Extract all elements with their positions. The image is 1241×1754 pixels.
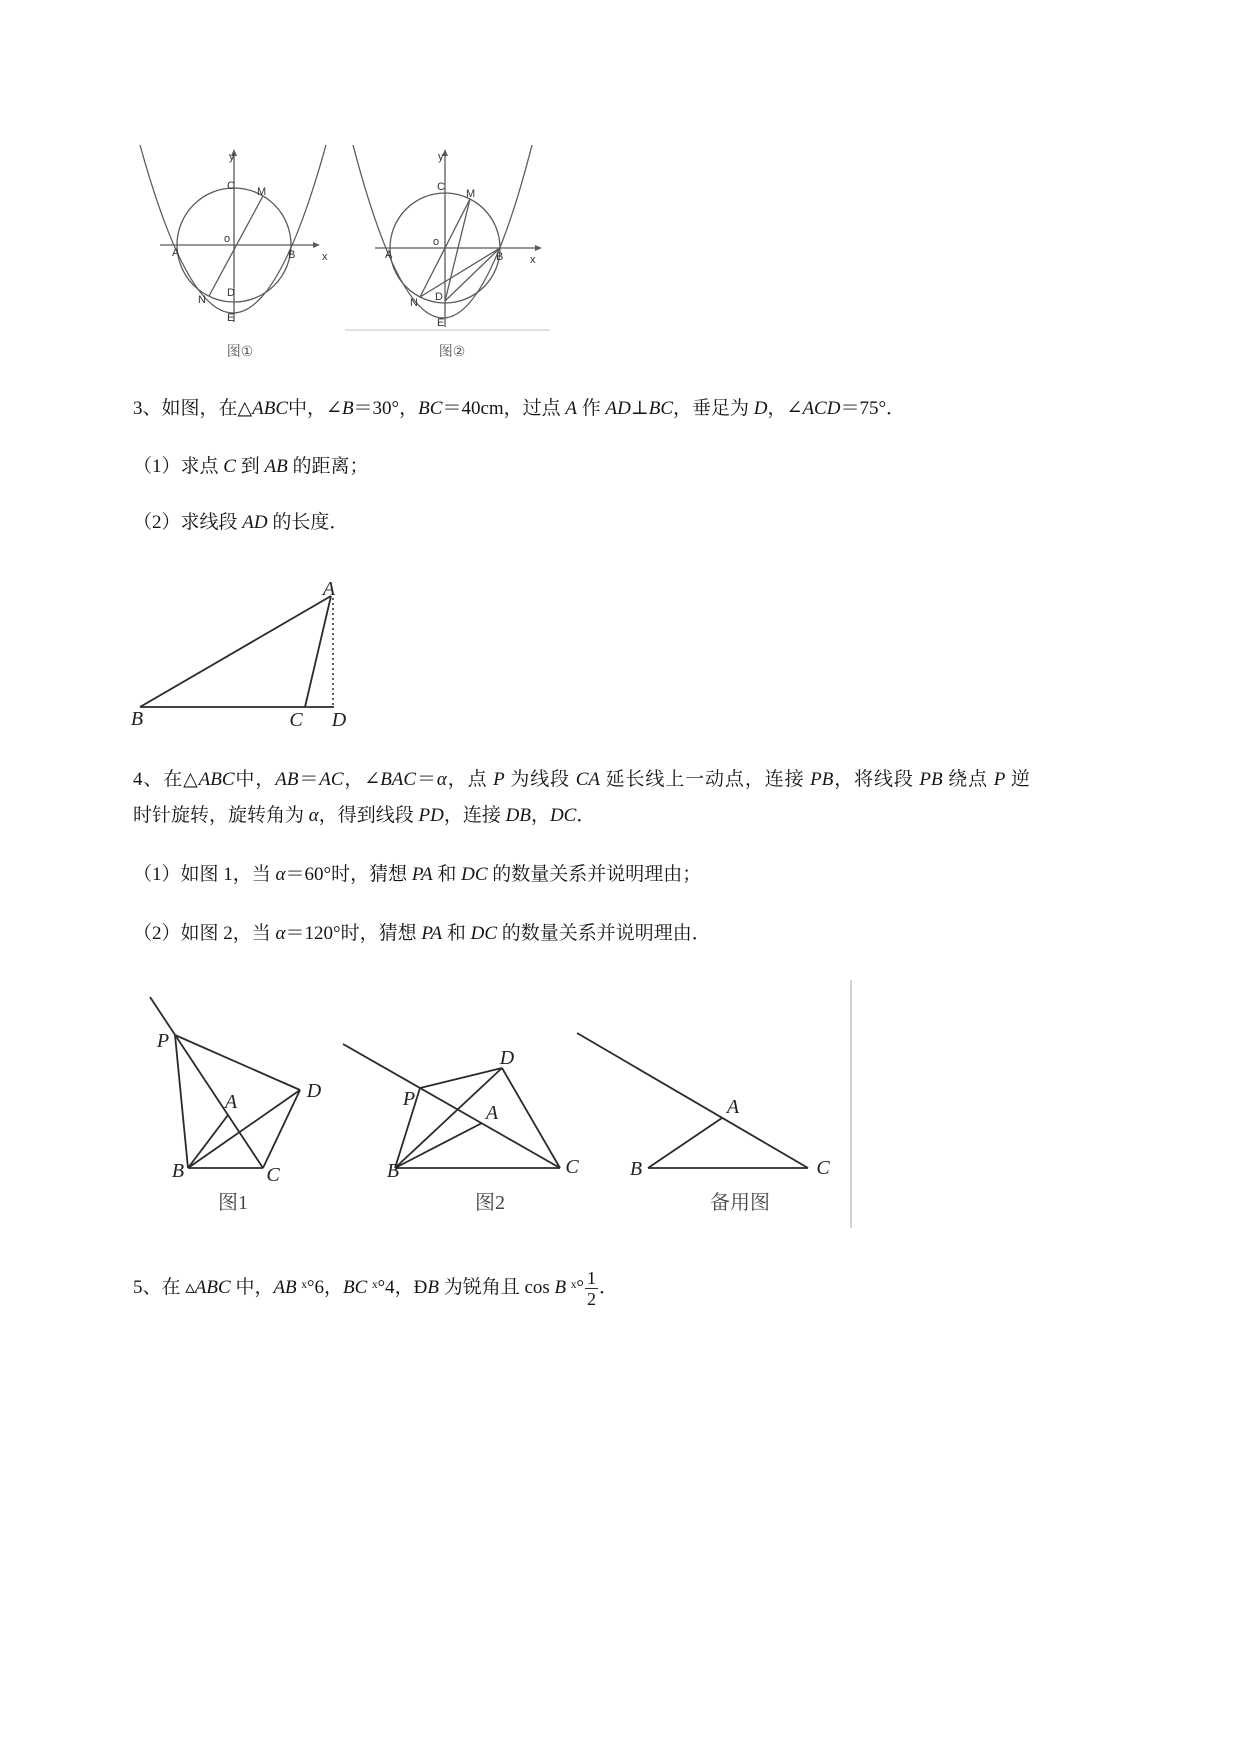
math-variable: PB (919, 769, 943, 790)
math-variable: DC (470, 923, 498, 944)
label-a: A (485, 1102, 499, 1124)
label-n: N (198, 294, 206, 306)
label-p: P (402, 1088, 416, 1110)
label-m: M (257, 186, 267, 198)
question-5-end: ． (599, 1276, 619, 1298)
label-b: B (496, 251, 504, 263)
question-3-part-1: （1）求点 C 到 AB 的距离； (133, 456, 369, 477)
math-variable: DC (549, 805, 577, 826)
label-d: D (227, 287, 235, 299)
segment-mn (209, 196, 263, 296)
question-4-part-2: （2）如图 2，当 α＝120°时，猜想 PA 和 DC 的数量关系并说明理由． (133, 923, 711, 944)
q3-triangle-figure (131, 578, 347, 731)
label-a: A (322, 578, 336, 600)
question-4-stem-line-2: 时针旋转，旋转角为 α，得到线段 PD，连接 DB，DC． (133, 805, 596, 826)
label-b: B (629, 1158, 643, 1180)
line-pac (343, 1044, 560, 1168)
label-y: y (229, 151, 235, 163)
segment-md (445, 199, 470, 301)
label-c: C (565, 1156, 579, 1178)
label-d: D (331, 709, 347, 731)
math-variable: PA (411, 864, 433, 885)
math-variable: α (308, 805, 319, 826)
math-variable: ABC (194, 1276, 231, 1298)
math-variable: BAC (380, 769, 417, 790)
label-c: C (289, 709, 303, 731)
math-variable: BC (648, 398, 674, 419)
question-3-stem: 3、如图，在△ABC中，∠B＝30°，BC＝40cm，过点 A 作 AD⊥BC，垂足为 D，∠ACD＝75°． (133, 398, 906, 419)
segment-pb (175, 1035, 188, 1168)
figure-caption: 图① (226, 343, 254, 359)
math-variable: BC (343, 1276, 368, 1298)
figure-caption: 图② (438, 343, 466, 359)
label-a: A (726, 1096, 740, 1118)
label-o: o (433, 236, 440, 248)
label-c: C (266, 1164, 280, 1186)
figure-caption: 图1 (218, 1192, 248, 1214)
math-variable: PB (810, 769, 834, 790)
label-x: x (530, 254, 536, 266)
math-variable: DB (505, 805, 531, 826)
label-b: B (386, 1160, 400, 1182)
math-variable: P (493, 769, 505, 790)
math-variable: CA (575, 769, 600, 790)
label-p: P (156, 1030, 170, 1052)
math-variable: α (275, 864, 286, 885)
math-variable: PA (421, 923, 443, 944)
figure-caption: 备用图 (710, 1192, 770, 1214)
math-variable: AB (275, 769, 299, 790)
label-n: N (410, 297, 418, 309)
x-axis-arrow-icon (313, 242, 320, 248)
math-variable: ABC (252, 398, 289, 419)
label-m: M (466, 188, 476, 200)
x-axis-arrow-icon (535, 245, 542, 251)
math-variable: B (427, 1276, 439, 1298)
math-variable: B (554, 1276, 567, 1298)
segment-ba (648, 1118, 722, 1168)
label-c: C (227, 180, 235, 192)
label-y: y (438, 151, 444, 163)
fraction-denominator: 2 (587, 1289, 596, 1309)
math-variable: AC (319, 769, 344, 790)
figure-caption: 图2 (475, 1192, 505, 1214)
segment-cd (263, 1090, 300, 1168)
math-variable: BC (418, 398, 443, 419)
top-figure-2 (345, 145, 550, 359)
label-a: A (385, 249, 393, 261)
math-variable: α (436, 769, 447, 790)
question-3-part-2: （2）求线段 AD 的长度． (133, 512, 349, 533)
question-5 (133, 1268, 618, 1309)
segment-bd (188, 1090, 300, 1168)
label-b: B (171, 1160, 185, 1182)
question-5-text: 5、在 ▵ABC 中，AB ˣ°6，BC ˣ°4，ÐB 为锐角且 cos B ˣ° (133, 1276, 584, 1298)
math-variable: α (275, 923, 286, 944)
math-variable: AD (242, 512, 268, 533)
math-variable: B (341, 398, 354, 419)
fraction (585, 1268, 598, 1309)
fraction-numerator: 1 (587, 1268, 596, 1288)
line-ac (577, 1033, 808, 1168)
label-e: E (437, 317, 445, 329)
math-variable: P (993, 769, 1006, 790)
segment-dc (502, 1068, 560, 1168)
label-d: D (435, 291, 443, 303)
math-variable: DC (461, 864, 488, 885)
top-figure-1 (140, 145, 328, 359)
segment-ba (395, 1123, 482, 1168)
label-c: C (437, 181, 445, 193)
segment-ba (140, 596, 331, 707)
q4-figure-1 (150, 997, 322, 1214)
segment-bd (445, 248, 500, 301)
math-variable: A (565, 398, 578, 419)
q4-spare-figure (577, 1033, 830, 1214)
label-d: D (306, 1080, 322, 1102)
math-variable: ACD (802, 398, 841, 419)
math-variable: ABC (198, 769, 235, 790)
label-a: A (224, 1091, 238, 1113)
label-x: x (322, 251, 328, 263)
label-b: B (288, 249, 296, 261)
math-variable: AD (605, 398, 631, 419)
math-variable: AB (273, 1276, 297, 1298)
math-variable: D (753, 398, 768, 419)
label-a: A (172, 247, 180, 259)
question-4-part-1: （1）如图 1，当 α＝60°时，猜想 PA 和 DC 的数量关系并说明理由； (133, 864, 702, 885)
segment-pd (420, 1068, 502, 1088)
math-variable: PD (418, 805, 444, 826)
label-c: C (816, 1157, 830, 1179)
segment-ba (188, 1115, 228, 1168)
label-e: E (227, 312, 235, 324)
label-o: o (224, 233, 231, 245)
label-b: B (130, 708, 144, 730)
label-d: D (499, 1047, 515, 1069)
math-variable: AB (264, 456, 288, 477)
segment-ac (305, 596, 331, 707)
question-4-stem-line-1: 4、在△ABC中，AB＝AC，∠BAC＝α，点 P 为线段 CA 延长线上一动点，连接 PB，将线段 PB 绕点 P 逆 (133, 769, 1030, 790)
math-variable: C (223, 456, 236, 477)
q4-figure-2 (343, 1044, 579, 1214)
